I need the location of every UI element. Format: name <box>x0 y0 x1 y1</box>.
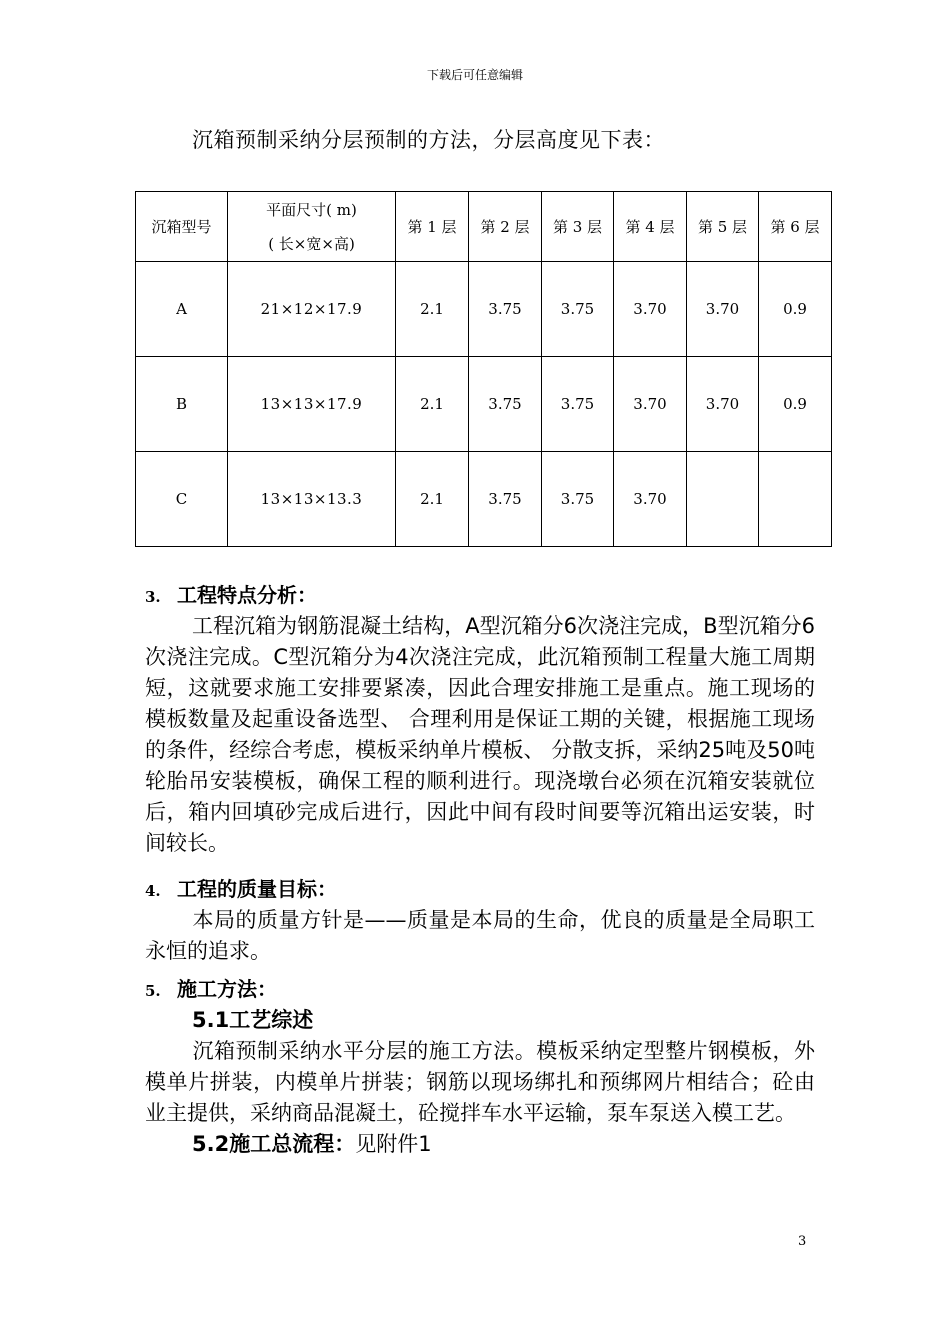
header-layer-2: 第 2 层 <box>469 192 542 262</box>
cell-layer-6 <box>759 452 832 547</box>
cell-layer-6: 0.9 <box>759 357 832 452</box>
cell-layer-3: 3.75 <box>542 357 614 452</box>
subsection-heading <box>145 1129 815 1160</box>
section-heading <box>145 974 815 1005</box>
subsection-heading <box>145 1005 815 1036</box>
cell-layer-6: 0.9 <box>759 262 832 357</box>
section-project-features <box>145 580 815 859</box>
header-dim-line2: ( 长×宽×高) <box>268 234 355 253</box>
header-layer-1: 第 1 层 <box>396 192 469 262</box>
intro-text: 沉箱预制采纳分层预制的方法，分层高度见下表： <box>192 128 665 152</box>
section-number: 3. <box>145 588 161 606</box>
section-title: 工程特点分析： <box>177 583 317 607</box>
cell-layer-1: 2.1 <box>396 357 469 452</box>
header-dimensions <box>228 192 396 262</box>
paragraph-text: 本局的质量方针是——质量是本局的生命，优良的质量是全局职工永恒的追求。 <box>145 908 815 963</box>
table-header-row <box>136 192 832 262</box>
cell-layer-1: 2.1 <box>396 262 469 357</box>
cell-layer-4: 3.70 <box>614 452 687 547</box>
cell-type: C <box>136 452 228 547</box>
header-layer-5: 第 5 层 <box>687 192 759 262</box>
cell-layer-2: 3.75 <box>469 262 542 357</box>
header-layer-3: 第 3 层 <box>542 192 614 262</box>
cell-layer-2: 3.75 <box>469 357 542 452</box>
subsection-value: 见附件1 <box>355 1132 432 1156</box>
page-header: 下载后可任意编辑 <box>426 68 523 82</box>
header-layer-6: 第 6 层 <box>759 192 832 262</box>
section-paragraph <box>145 905 815 967</box>
page-number: 3 <box>798 1234 807 1249</box>
section-heading <box>145 580 815 611</box>
header-dim-line1: 平面尺寸( m) <box>266 200 357 219</box>
subsection-title: 5.2施工总流程： <box>192 1132 356 1156</box>
cell-layer-3: 3.75 <box>542 262 614 357</box>
section-heading <box>145 874 815 905</box>
table-row <box>136 262 832 357</box>
cell-layer-1: 2.1 <box>396 452 469 547</box>
section-number: 5. <box>145 982 161 1000</box>
cell-type: A <box>136 262 228 357</box>
cell-layer-3: 3.75 <box>542 452 614 547</box>
cell-layer-5: 3.70 <box>687 262 759 357</box>
caisson-layer-table <box>135 191 832 547</box>
cell-layer-5: 3.70 <box>687 357 759 452</box>
cell-dimensions: 13×13×17.9 <box>228 357 396 452</box>
section-number: 4. <box>145 882 161 900</box>
header-layer-4: 第 4 层 <box>614 192 687 262</box>
cell-layer-4: 3.70 <box>614 357 687 452</box>
cell-layer-2: 3.75 <box>469 452 542 547</box>
subsection-title: 5.1工艺综述 <box>192 1008 314 1032</box>
table-row <box>136 452 832 547</box>
paragraph-text: 沉箱预制采纳水平分层的施工方法。模板采纳定型整片钢模板，外模单片拼装，内模单片拼装；钢筋以现场绑扎和预绑网片相结合；砼由业主提供，采纳商品混凝土，砼搅拌车水平运输，泵车泵送入模工艺。 <box>145 1039 815 1125</box>
paragraph-text: 工程沉箱为钢筋混凝土结构，A型沉箱分6次浇注完成，B型沉箱分6次浇注完成。C型沉箱分为4次浇注完成，此沉箱预制工程量大施工周期短，这就要求施工安排要紧凑，因此合理安排施工是重点。施工现场的模板数量及起重设备选型、 合理利用是保证工期的关键，根据施工现场的条件，经综合考虑，模板采纳单片模板、 分散支拆，采纳25吨及50吨轮胎吊安装模板，确保工程的顺利进行。现浇墩台必须在沉箱安装就位后，箱内回填砂完成后进行，因此中间有段时间要等沉箱出运安装，时间较长。 <box>145 614 815 855</box>
cell-type: B <box>136 357 228 452</box>
section-quality-target <box>145 874 815 967</box>
header-type: 沉箱型号 <box>136 192 228 262</box>
section-construction-method <box>145 974 815 1160</box>
cell-dimensions: 21×12×17.9 <box>228 262 396 357</box>
cell-dimensions: 13×13×13.3 <box>228 452 396 547</box>
table-row <box>136 357 832 452</box>
section-paragraph <box>145 1036 815 1129</box>
cell-layer-5 <box>687 452 759 547</box>
cell-layer-4: 3.70 <box>614 262 687 357</box>
section-title: 工程的质量目标： <box>177 877 337 901</box>
section-title: 施工方法： <box>177 977 277 1001</box>
section-paragraph <box>145 611 815 859</box>
